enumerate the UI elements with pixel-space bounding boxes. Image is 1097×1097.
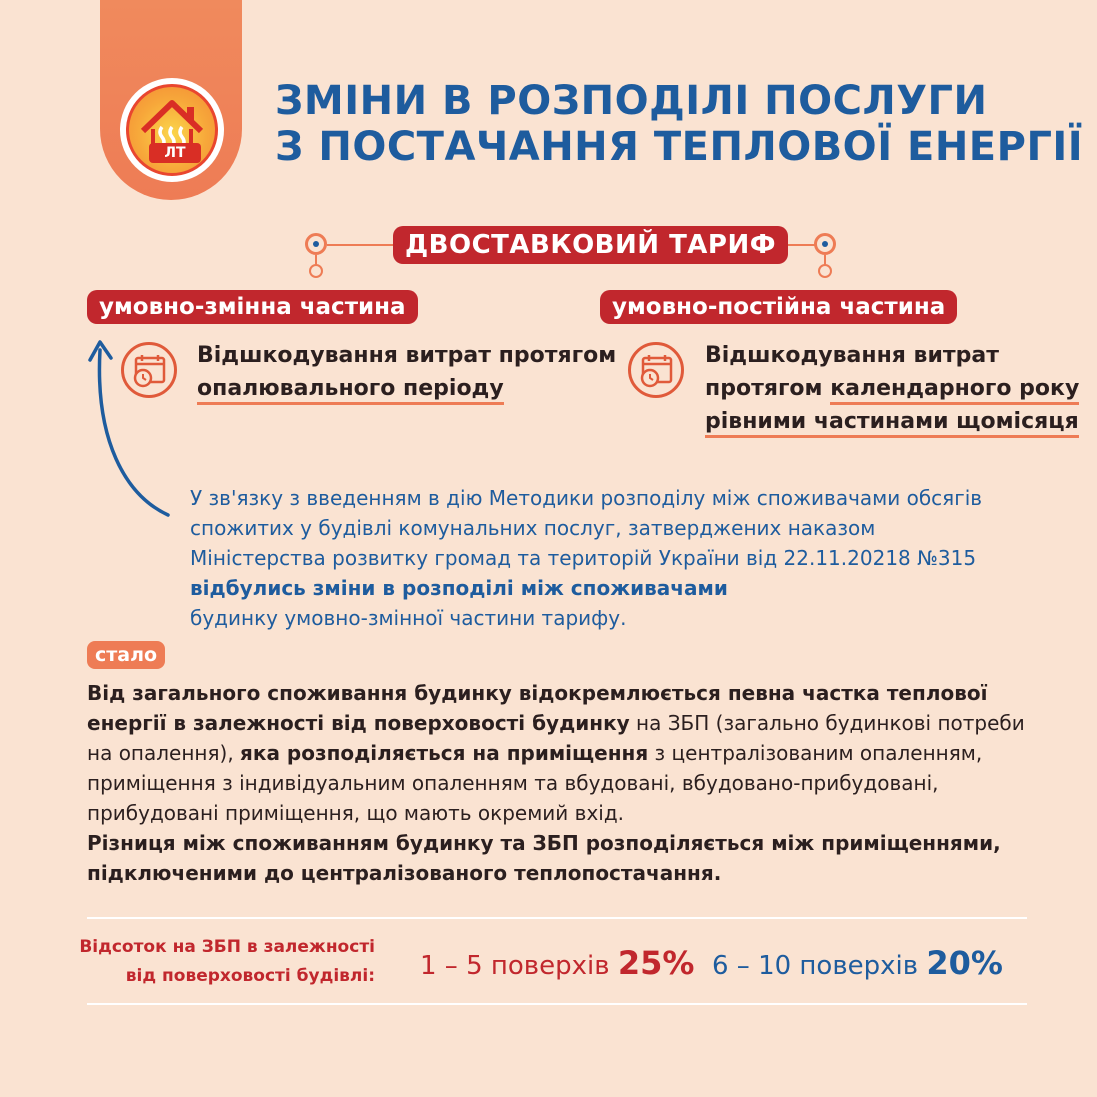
- stat-2-value: 20%: [926, 944, 1003, 982]
- stat-2-text: 6 – 10 поверхів: [712, 951, 927, 981]
- stat-6-10-floors: [712, 944, 1003, 982]
- variable-part-description: [197, 339, 616, 405]
- variable-part-label: умовно-змінна частина: [87, 290, 418, 324]
- stat-1-text: 1 – 5 поверхів: [420, 951, 618, 981]
- intro-line-5: будинку умовно-змінної частини тарифу.: [190, 606, 627, 630]
- fixed-line-3: рівними частинами щомісяця: [705, 409, 1079, 438]
- fixed-part-description: [705, 339, 1079, 438]
- drop-icon-right: [818, 264, 832, 278]
- variable-line-2: опалювального періоду: [197, 376, 504, 405]
- body-paragraph: [87, 678, 1037, 888]
- footer-label-line-2: від поверховості будівлі:: [125, 966, 375, 986]
- divider-bottom: [87, 1003, 1027, 1005]
- footer-label: [70, 933, 375, 991]
- intro-line-2: спожитих у будівлі комунальних послуг, затверджених наказом: [190, 516, 876, 540]
- calendar-clock-icon: [628, 342, 684, 398]
- fixed-line-1: Відшкодування витрат: [705, 343, 999, 368]
- footer-label-line-1: Відсоток на ЗБП в залежності: [79, 937, 375, 957]
- house-heating-icon: [126, 84, 218, 176]
- body-line-7: підключеними до централізованого теплопостачання.: [87, 861, 722, 885]
- fixed-part-label: умовно-постійна частина: [600, 290, 957, 324]
- body-line-3-bold: яка розподіляється на приміщення: [240, 741, 649, 765]
- body-line-5: прибудовані приміщення, що мають окремий вхід.: [87, 801, 625, 825]
- pin-icon-left: [305, 233, 327, 255]
- body-line-4: приміщення з індивідуальним опаленням та вбудовані, вбудовано-прибудовані,: [87, 771, 939, 795]
- intro-line-4: відбулись зміни в розподілі між споживачами: [190, 576, 728, 600]
- logo: [120, 78, 224, 182]
- logo-badge: ЛТ: [149, 143, 201, 163]
- title-line-1: ЗМІНИ В РОЗПОДІЛІ ПОСЛУГИ: [275, 78, 988, 124]
- tariff-label: ДВОСТАВКОВИЙ ТАРИФ: [393, 226, 788, 264]
- connector-left: [327, 244, 393, 246]
- body-line-3-rest: з централізованим опаленням,: [648, 741, 983, 765]
- drop-icon-left: [309, 264, 323, 278]
- body-line-3: на опалення),: [87, 741, 241, 765]
- variable-line-1: Відшкодування витрат протягом: [197, 343, 617, 368]
- body-line-2-rest: на ЗБП (загально будинкові потреби: [629, 711, 1025, 735]
- fixed-line-2a: протягом: [705, 376, 831, 401]
- stat-1-5-floors: [420, 944, 694, 982]
- stat-1-value: 25%: [617, 944, 695, 982]
- intro-paragraph: [190, 483, 1050, 633]
- body-line-2-bold: енергії в залежності від поверховості будинку: [87, 711, 630, 735]
- stalo-badge: стало: [87, 641, 165, 669]
- intro-line-3: Міністерства розвитку громад та територій України від 22.11.20218 №315: [190, 546, 977, 570]
- intro-line-1: У зв'язку з введенням в дію Методики розподілу між споживачами обсягів: [190, 486, 983, 510]
- pin-icon-right: [814, 233, 836, 255]
- fixed-line-2b: календарного року: [830, 376, 1079, 405]
- page-title: [275, 78, 1084, 170]
- body-line-6: Різниця між споживанням будинку та ЗБП розподіляється між приміщеннями,: [87, 831, 1001, 855]
- title-line-2: З ПОСТАЧАННЯ ТЕПЛОВОЇ ЕНЕРГІЇ: [275, 124, 1084, 170]
- divider-top: [87, 917, 1027, 919]
- body-line-1: Від загального споживання будинку відокремлюється певна частка теплової: [87, 681, 988, 705]
- curved-arrow-icon: [80, 330, 190, 525]
